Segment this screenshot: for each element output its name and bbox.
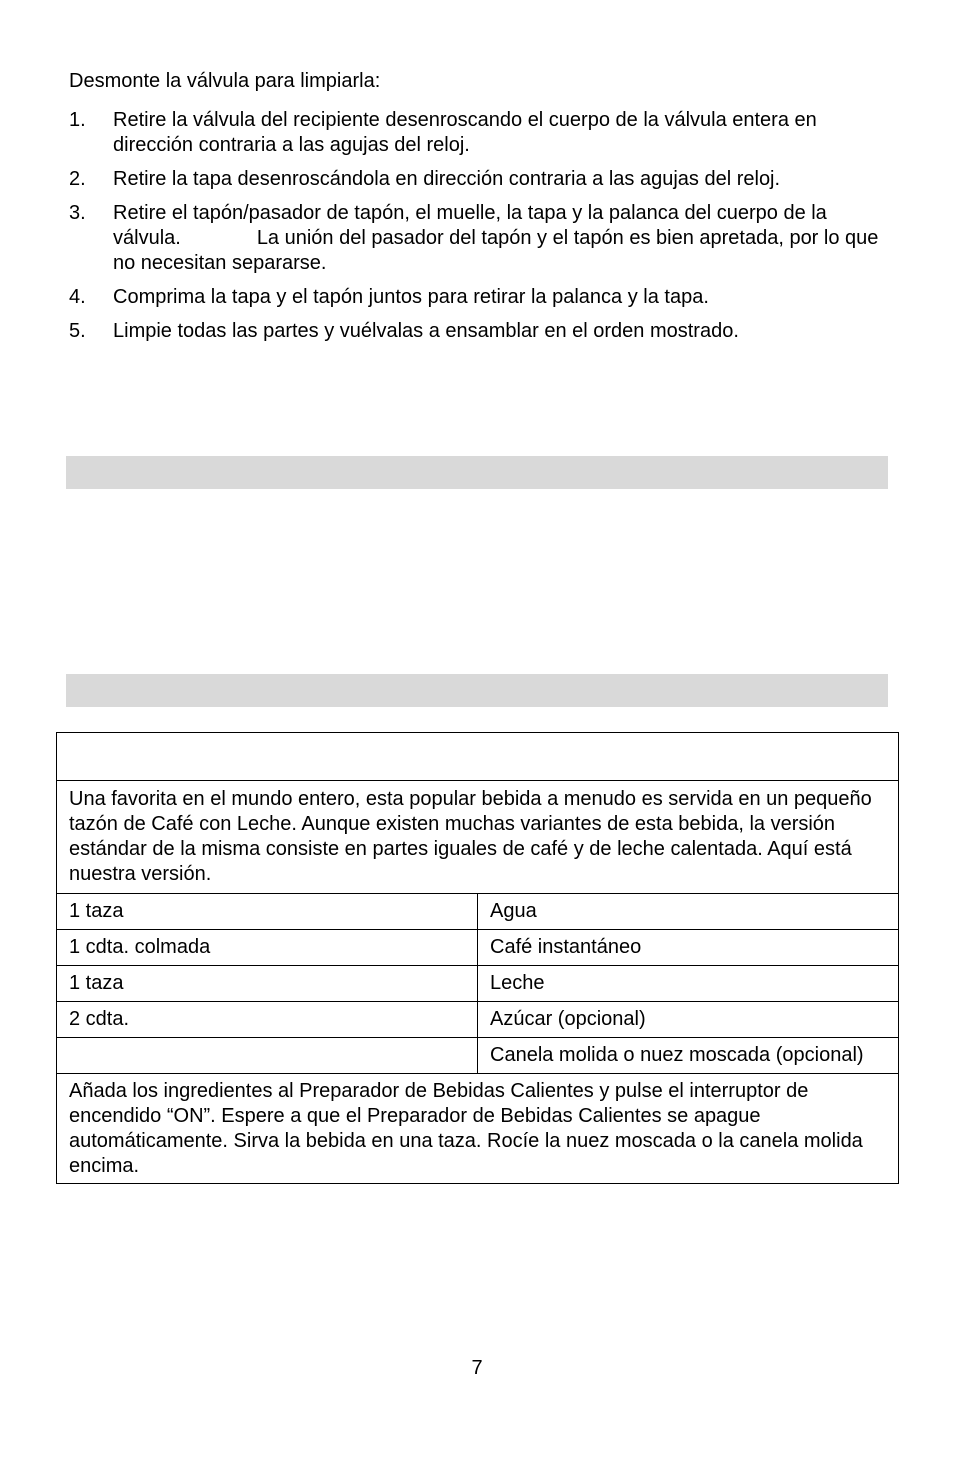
- recipe-description-row: [57, 781, 899, 894]
- section-heading-band: [66, 456, 888, 489]
- ingredient-row: [57, 1038, 899, 1074]
- step-number: 3.: [69, 202, 86, 224]
- intro-text: Desmonte la válvula para limpiarla:: [69, 70, 381, 92]
- ingredient-amount: [57, 1038, 478, 1074]
- recipe-description: Una favorita en el mundo entero, esta popular bebida a menudo es servida en un pequeño tazón de Café con Leche. Aunque existen muchas variantes de esta bebida, la versión estándar de la misma consiste en partes iguales de café y de leche calentada. Aquí está nuestra versión.: [57, 781, 899, 894]
- step-text: [113, 201, 889, 276]
- step-number: 5.: [69, 320, 86, 342]
- step-number: 2.: [69, 168, 86, 190]
- step-item: [69, 108, 889, 158]
- step-item: [69, 285, 889, 310]
- step-item: [69, 201, 889, 276]
- recipe-title: [57, 733, 899, 781]
- ingredient-amount: 1 taza: [57, 894, 478, 930]
- ingredient-row: [57, 1002, 899, 1038]
- ingredient-amount: 2 cdta.: [57, 1002, 478, 1038]
- step-number: 1.: [69, 109, 86, 131]
- ingredient-item: Leche: [478, 966, 899, 1002]
- step-text-part-a: Retire el tapón/pasador de tapón, el muelle, la tapa y la palanca del cuerpo de la válvula.: [113, 202, 827, 249]
- recipe-instructions: Añada los ingredientes al Preparador de Bebidas Calientes y pulse el interruptor de encendido “ON”. Espere a que el Preparador de Bebidas Calientes se apague automáticamente. Sirva la bebida en una taza. Rocíe la nuez moscada o la canela molida encima.: [57, 1074, 899, 1184]
- step-item: [69, 319, 889, 344]
- recipe-instructions-row: [57, 1074, 899, 1184]
- ingredient-item: Canela molida o nuez moscada (opcional): [478, 1038, 899, 1074]
- step-text: Limpie todas las partes y vuélvalas a ensamblar en el orden mostrado.: [113, 320, 739, 342]
- step-item: [69, 167, 889, 192]
- step-text: Comprima la tapa y el tapón juntos para retirar la palanca y la tapa.: [113, 286, 709, 308]
- ingredient-item: Azúcar (opcional): [478, 1002, 899, 1038]
- ingredient-row: [57, 930, 899, 966]
- ingredient-item: Agua: [478, 894, 899, 930]
- step-text: Retire la válvula del recipiente desenroscando el cuerpo de la válvula entera en dirección contraria a las agujas del reloj.: [113, 109, 817, 156]
- step-text-part-b: La unión del pasador del tapón y el tapón es bien apretada, por lo que no necesitan separarse.: [113, 227, 879, 274]
- ingredient-item: Café instantáneo: [478, 930, 899, 966]
- ingredient-amount: 1 cdta. colmada: [57, 930, 478, 966]
- ingredient-row: [57, 966, 899, 1002]
- page-number: 7: [471, 1357, 483, 1379]
- step-text: Retire la tapa desenroscándola en dirección contraria a las agujas del reloj.: [113, 168, 781, 190]
- recipe-title-row: [57, 733, 899, 781]
- ingredient-amount: 1 taza: [57, 966, 478, 1002]
- section-heading-band: [66, 674, 888, 707]
- recipe-table: [56, 732, 899, 1184]
- step-number: 4.: [69, 286, 86, 308]
- ingredient-row: [57, 894, 899, 930]
- cleaning-steps-list: [69, 108, 889, 353]
